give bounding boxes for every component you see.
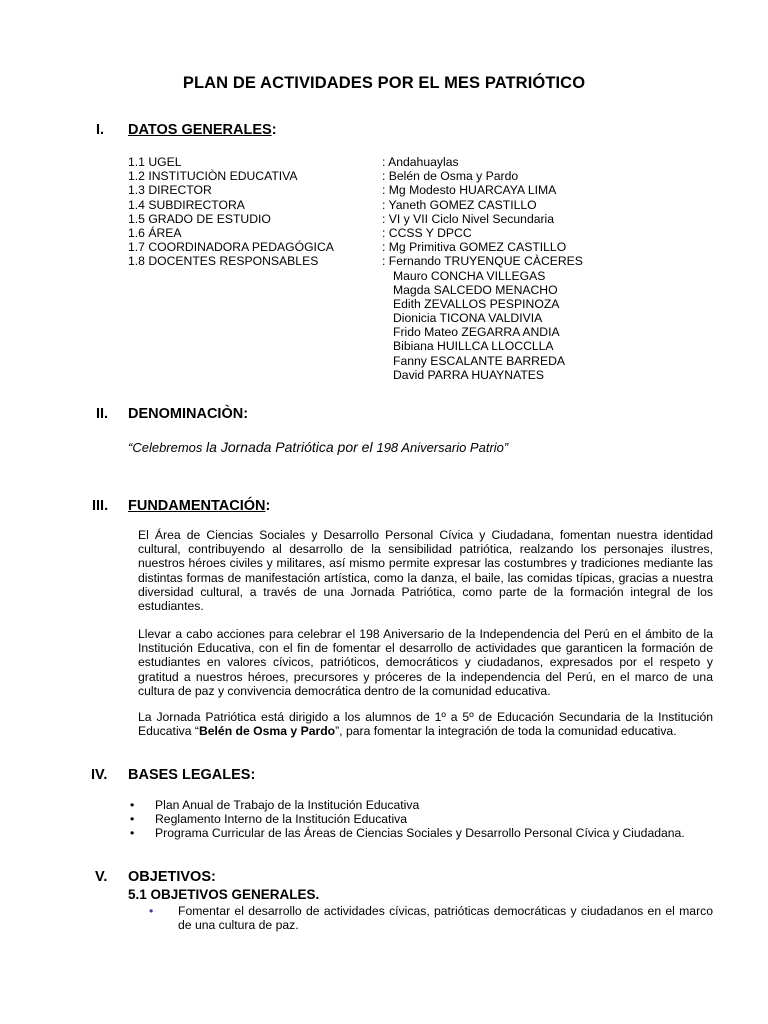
bullet-icon: •: [130, 798, 135, 812]
docente-name: Bibiana HUILLCA LLOCCLLA: [393, 339, 554, 354]
school-name-bold: Belén de Osma y Pardo: [198, 724, 336, 739]
section-number-5: V.: [95, 869, 108, 885]
datos-value: : VI y VII Ciclo Nivel Secundaria: [382, 211, 555, 226]
paragraph-text-part: La Jornada Patriótica está dirigido a los alumnos de 1º a 5º de Educación Secundaria de la Institución Educativa “: [138, 710, 713, 739]
objetivos-generales-subtitle: 5.1 OBJETIVOS GENERALES.: [128, 887, 320, 902]
docente-name: Fanny ESCALANTE BARREDA: [393, 353, 566, 368]
section-title-colon: :: [271, 122, 277, 138]
datos-label: 1.7 COORDINADORA PEDAGÓGICA: [128, 240, 334, 255]
fundamentacion-paragraph-1: [138, 528, 713, 613]
docente-name: Mauro CONCHA VILLEGAS: [393, 268, 546, 283]
datos-value: : Belén de Osma y Pardo: [382, 169, 519, 184]
section-title-fundamentacion: [128, 498, 270, 514]
datos-label: 1.3 DIRECTOR: [128, 183, 212, 198]
slogan-part: la Jornada Patriótica por el: [206, 439, 377, 455]
docente-name: Frido Mateo ZEGARRA ANDIA: [393, 325, 560, 340]
datos-label: 1.4 SUBDIRECTORA: [128, 197, 245, 212]
list-item-text: Reglamento Interno de la Institución Educativa: [155, 812, 408, 827]
docente-name: David PARRA HUAYNATES: [393, 367, 545, 382]
paragraph-text: El Área de Ciencias Sociales y Desarrollo Personal Cívica y Ciudadana, fomentan nuestra identidad cultural, contribuyendo al desarrollo de la sensibilidad patriótica, realzando los personajes ilustres, nuestros héroes civiles y militares, así mismo permite expresar las costumbres y tradiciones mediante las distintas formas de manifestación artística, como la danza, el baile, las comidas típicas, gracias a nuestra diversidad cultural, a través de una Jornada Patriótica, como parte de la formación integral de los estudiantes.: [138, 528, 713, 614]
list-item-text: Plan Anual de Trabajo de la Institución Educativa: [155, 798, 420, 812]
section-number-3: III.: [92, 498, 109, 514]
objetivos-list: [149, 904, 713, 933]
docente-name: Magda SALCEDO MENACHO: [393, 282, 558, 297]
objetivo-item-text: Fomentar el desarrollo de actividades cívicas, patrióticas democráticas y ciudadanos en el marco de una cultura de paz.: [178, 904, 713, 933]
fundamentacion-paragraph-3: [138, 710, 713, 738]
paragraph-text: [138, 710, 713, 738]
bullet-icon: •: [130, 812, 135, 827]
bullet-icon: •: [149, 904, 154, 918]
datos-value: : Mg Modesto HUARCAYA LIMA: [382, 183, 557, 198]
section-title-denominacion: DENOMINACIÒN:: [128, 406, 249, 422]
datos-value: : Andahuaylas: [382, 155, 459, 169]
datos-value: : CCSS Y DPCC: [382, 225, 472, 240]
slogan-part: “Celebremos: [128, 440, 207, 455]
section-title-text: DATOS GENERALES: [128, 122, 272, 138]
datos-label: 1.8 DOCENTES RESPONSABLES: [128, 254, 319, 269]
list-item: [128, 826, 713, 840]
datos-label: 1.6 ÁREA: [128, 225, 182, 240]
datos-value: : Mg Primitiva GOMEZ CASTILLO: [382, 240, 567, 255]
bases-legales-list: [128, 798, 713, 841]
docente-name: Edith ZEVALLOS PESPINOZA: [393, 296, 560, 311]
denominacion-slogan: [128, 439, 508, 455]
datos-value: : Yaneth GOMEZ CASTILLO: [382, 197, 537, 212]
paragraph-text-part: ”, para fomentar la integración de toda la comunidad educativa.: [335, 724, 677, 739]
fundamentacion-paragraph-2: [138, 627, 713, 698]
section-title-datos-generales: [128, 122, 277, 138]
docente-name: Dionicia TICONA VALDIVIA: [393, 311, 543, 326]
section-number-1: I.: [96, 122, 105, 138]
bullet-icon: •: [130, 826, 135, 841]
list-item-text: Programa Curricular de las Áreas de Ciencias Sociales y Desarrollo Personal Cívica y Ciudadana.: [155, 826, 685, 841]
list-item: [128, 812, 713, 826]
section-title-objetivos: OBJETIVOS:: [128, 869, 216, 885]
document-title: PLAN DE ACTIVIDADES POR EL MES PATRIÓTICO: [182, 74, 586, 92]
section-title-text: FUNDAMENTACIÓN: [128, 498, 266, 514]
section-number-2: II.: [96, 406, 109, 422]
datos-value: : Fernando TRUYENQUE CÀCERES: [382, 254, 583, 269]
datos-label: 1.5 GRADO DE ESTUDIO: [128, 211, 271, 226]
slogan-part: 198 Aniversario Patrio”: [376, 440, 509, 455]
datos-label: 1.1 UGEL: [128, 155, 182, 169]
section-number-4: IV.: [91, 767, 108, 783]
datos-label: 1.2 INSTITUCIÒN EDUCATIVA: [128, 169, 298, 184]
paragraph-text: Llevar a cabo acciones para celebrar el 198 Aniversario de la Independencia del Perú en el ámbito de la Institución Educativa, con el fin de fomentar el desarrollo de actividades que garanticen la formación de estudiantes en valores cívicos, patrióticos, democráticos y ciudadanos, expresados por el respeto y gratitud a nuestros héroes, precursores y próceres de la independencia del Perú, en el marco de una cultura de paz y convivencia democrática dentro de la comunidad educativa.: [138, 627, 713, 698]
section-title-colon: :: [265, 498, 271, 514]
section-title-bases-legales: BASES LEGALES:: [128, 767, 256, 783]
list-item: [128, 798, 713, 812]
